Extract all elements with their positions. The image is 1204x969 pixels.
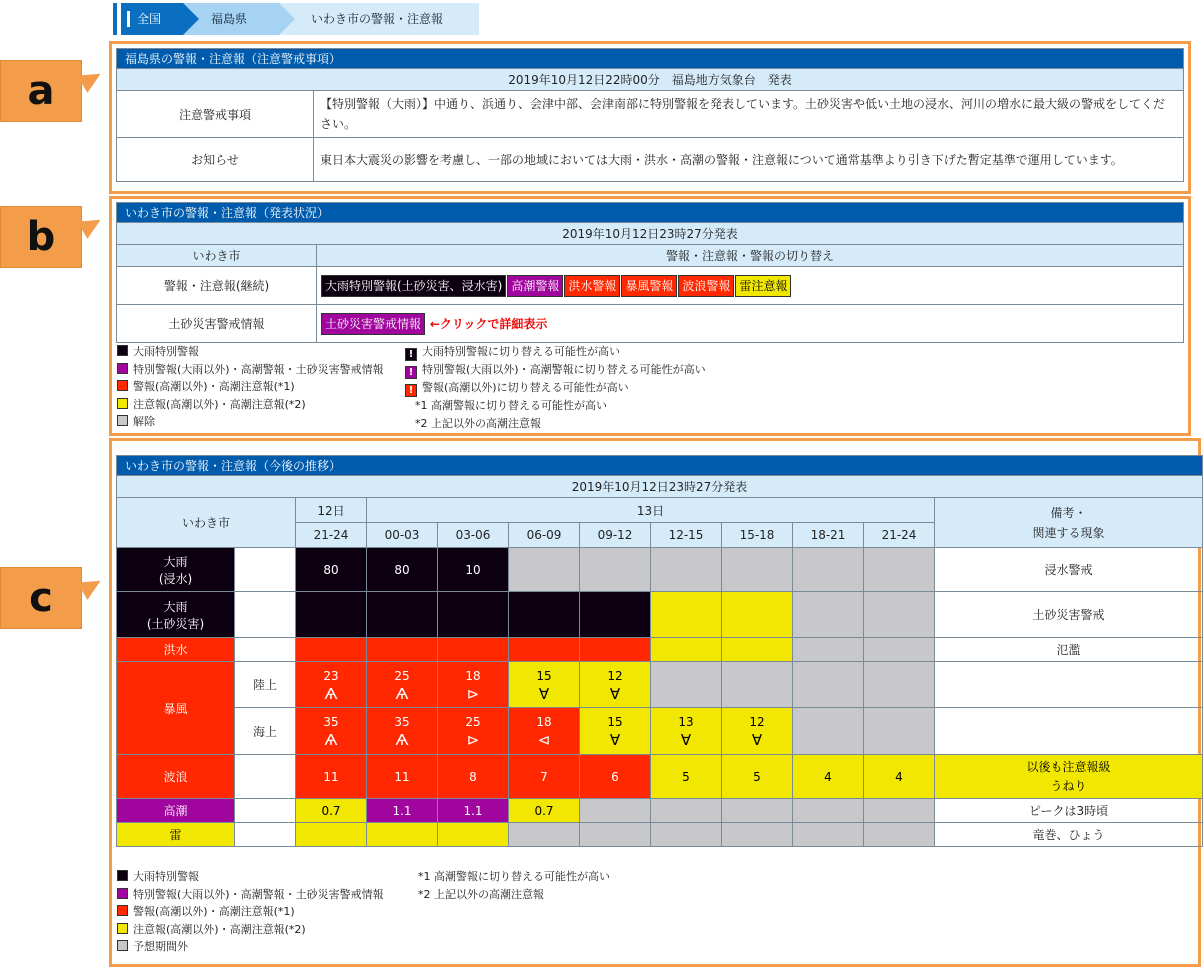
red-square-icon [117, 905, 128, 916]
remark-cell: ピークは3時頃 [935, 799, 1203, 823]
wind-cell: 25 Ѧ [367, 662, 438, 708]
section-b-title: いわき市の警報・注意報（発表状況） [117, 203, 1184, 223]
callout-c: c [0, 567, 82, 629]
forecast-cell [651, 548, 722, 592]
forecast-cell [438, 592, 509, 638]
forecast-cell [296, 592, 367, 638]
wind-cell: 12 ∀ [722, 708, 793, 755]
chip-thunder[interactable]: 雷注意報 [735, 275, 791, 297]
forecast-cell: 4 [793, 755, 864, 799]
time-header: 03-06 [438, 523, 509, 548]
forecast-cell [651, 823, 722, 847]
forecast-cell: 5 [651, 755, 722, 799]
exclamation-purple-icon: ! [405, 366, 417, 379]
legend-item: 大雨特別警報 [117, 868, 384, 886]
legend-item: 特別警報(大雨以外)・高潮警報・土砂災害警戒情報 [117, 361, 384, 379]
forecast-cell [793, 592, 864, 638]
forecast-cell [864, 592, 935, 638]
legend-item: ! 大雨特別警報に切り替える可能性が高い [405, 343, 706, 361]
legend-item: *2 上記以外の高潮注意報 [418, 887, 544, 901]
section-c-issued: 2019年10月12日23時27分発表 [117, 476, 1203, 498]
legend-item: 警報(高潮以外)・高潮注意報(*1) [117, 903, 384, 921]
wind-direction-icon: ⊲ [537, 731, 551, 749]
forecast-cell [651, 592, 722, 638]
legend-item: 注意報(高潮以外)・高潮注意報(*2) [117, 921, 384, 939]
forecast-cell [793, 708, 864, 755]
legend-item: 警報(高潮以外)・高潮注意報(*1) [117, 378, 384, 396]
remark-cell: 竜巻、ひょう [935, 823, 1203, 847]
forecast-cell [793, 662, 864, 708]
forecast-cell [793, 799, 864, 823]
caution-text: 【特別警報（大雨）】中通り、浜通り、会津中部、会津南部に特別警報を発表しています。土砂災害や低い土地の浸水、河川の増水に最大級の警戒をしてください。 [314, 91, 1184, 138]
section-a-title: 福島県の警報・注意報（注意警戒事項） [117, 49, 1184, 69]
prefecture-warnings-table [116, 48, 1184, 182]
time-header: 09-12 [580, 523, 651, 548]
forecast-cell [367, 592, 438, 638]
breadcrumb-separator [279, 3, 295, 35]
forecast-cell [651, 662, 722, 708]
forecast-cell [296, 638, 367, 662]
yellow-square-icon [117, 923, 128, 934]
forecast-cell: 0.7 [296, 799, 367, 823]
exclamation-red-icon: ! [405, 384, 417, 397]
forecast-cell [722, 548, 793, 592]
wind-direction-icon: ∀ [609, 731, 621, 749]
forecast-cell: 11 [296, 755, 367, 799]
chip-heavy-rain-special[interactable]: 大雨特別警報(土砂災害、浸水害) [321, 275, 506, 297]
forecast-cell [580, 823, 651, 847]
forecast-cell [722, 592, 793, 638]
blank-cell [235, 799, 296, 823]
day-12-header: 12日 [296, 498, 367, 523]
breadcrumb-current: いわき市の警報・注意報 [279, 3, 479, 35]
forecast-cell [793, 548, 864, 592]
gray-square-icon [117, 940, 128, 951]
legend-item: 特別警報(大雨以外)・高潮警報・土砂災害警戒情報 [117, 886, 384, 904]
wind-direction-icon: ∀ [751, 731, 763, 749]
legend-item: *2 上記以外の高潮注意報 [415, 416, 541, 430]
remark-cell: 浸水警戒 [935, 548, 1203, 592]
legend-b-left [117, 343, 384, 431]
forecast-cell [722, 799, 793, 823]
breadcrumb-pref-link[interactable]: 福島県 [183, 3, 279, 35]
landslide-info-button[interactable]: 土砂災害警戒情報 [321, 313, 425, 335]
forecast-cell [509, 592, 580, 638]
forecast-cell [864, 548, 935, 592]
forecast-cell: 7 [509, 755, 580, 799]
time-header: 06-09 [509, 523, 580, 548]
notice-text: 東日本大震災の影響を考慮し、一部の地域においては大雨・洪水・高潮の警報・注意報について通常基準より引き下げた暫定基準で運用しています。 [314, 138, 1184, 182]
section-a-issued: 2019年10月12日22時00分 福島地方気象台 発表 [117, 69, 1184, 91]
purple-square-icon [117, 888, 128, 899]
forecast-cell [580, 592, 651, 638]
wind-cell: 18 ⊲ [509, 708, 580, 755]
section-c-title: いわき市の警報・注意報（今後の推移） [117, 456, 1203, 476]
breadcrumb-separator [183, 3, 199, 35]
black-square-icon [117, 345, 128, 356]
blank-cell [235, 823, 296, 847]
forecast-cell: 80 [367, 548, 438, 592]
forecast-cell [509, 823, 580, 847]
blank-cell [235, 592, 296, 638]
time-header: 00-03 [367, 523, 438, 548]
forecast-cell: 11 [367, 755, 438, 799]
callout-a: a [0, 60, 82, 122]
wind-cell: 18 ⊳ [438, 662, 509, 708]
switch-col-header: 警報・注意報・警報の切り替え [317, 245, 1184, 267]
row-label-flood: 洪水 [117, 638, 235, 662]
wind-direction-icon: ⊳ [466, 684, 480, 703]
row-label-storm-surge: 高潮 [117, 799, 235, 823]
forecast-cell [722, 823, 793, 847]
legend-item: 予想期間外 [117, 938, 384, 956]
wind-direction-icon: Ѧ [324, 731, 338, 749]
legend-b-right [405, 343, 706, 432]
blank-cell [235, 548, 296, 592]
forecast-cell: 10 [438, 548, 509, 592]
breadcrumb [117, 3, 479, 35]
legend-item: 大雨特別警報 [117, 343, 384, 361]
chip-storm[interactable]: 暴風警報 [621, 275, 677, 297]
forecast-cell [509, 548, 580, 592]
continued-label: 警報・注意報(継続) [117, 267, 317, 305]
forecast-cell: 6 [580, 755, 651, 799]
purple-square-icon [117, 363, 128, 374]
row-label-thunder: 雷 [117, 823, 235, 847]
wind-direction-icon: ∀ [538, 684, 550, 703]
forecast-cell [509, 638, 580, 662]
time-header: 15-18 [722, 523, 793, 548]
forecast-cell [651, 799, 722, 823]
legend-item: *1 高潮警報に切り替える可能性が高い [415, 399, 607, 412]
legend-c-right [418, 868, 610, 903]
exclamation-black-icon: ! [405, 348, 417, 361]
wind-direction-icon: ∀ [680, 731, 692, 749]
gray-square-icon [117, 415, 128, 426]
red-square-icon [117, 380, 128, 391]
row-label-heavy-rain-flood: 大雨 (浸水) [117, 548, 235, 592]
notice-label: お知らせ [117, 138, 314, 182]
click-detail-note: ←クリックで詳細表示 [429, 316, 548, 331]
forecast-cell [864, 708, 935, 755]
forecast-cell [367, 638, 438, 662]
wind-cell: 12 ∀ [580, 662, 651, 708]
landslide-info-cell [317, 305, 1184, 343]
legend-item: ! 警報(高潮以外)に切り替える可能性が高い [405, 379, 706, 397]
forecast-cell [651, 638, 722, 662]
legend-c-left [117, 868, 384, 956]
forecast-cell: 1.1 [438, 799, 509, 823]
wind-direction-icon: ⊳ [466, 731, 480, 749]
row-label-storm: 暴風 [117, 662, 235, 755]
legend-item: ! 特別警報(大雨以外)・高潮警報に切り替える可能性が高い [405, 361, 706, 379]
forecast-cell: 4 [864, 755, 935, 799]
wind-cell: 15 ∀ [580, 708, 651, 755]
city-col-header: いわき市 [117, 245, 317, 267]
wind-cell: 23 Ѧ [296, 662, 367, 708]
remark-cell: 氾濫 [935, 638, 1203, 662]
forecast-cell [580, 638, 651, 662]
forecast-cell [864, 662, 935, 708]
wind-direction-icon: Ѧ [324, 684, 338, 703]
yellow-square-icon [117, 398, 128, 409]
city-warnings-status-table [116, 202, 1184, 343]
time-header: 21-24 [864, 523, 935, 548]
forecast-cell [864, 823, 935, 847]
wind-cell: 35 Ѧ [367, 708, 438, 755]
wind-cell: 13 ∀ [651, 708, 722, 755]
forecast-cell [580, 548, 651, 592]
forecast-cell [438, 823, 509, 847]
remark-cell: 土砂災害警戒 [935, 592, 1203, 638]
chip-waves[interactable]: 波浪警報 [678, 275, 734, 297]
legend-item: 解除 [117, 413, 384, 431]
forecast-cell [367, 823, 438, 847]
forecast-cell: 5 [722, 755, 793, 799]
wind-cell: 35 Ѧ [296, 708, 367, 755]
legend-item: 注意報(高潮以外)・高潮注意報(*2) [117, 396, 384, 414]
section-b-issued: 2019年10月12日23時27分発表 [117, 223, 1184, 245]
forecast-timeline-table [116, 455, 1203, 847]
city-header: いわき市 [117, 498, 296, 548]
forecast-cell [864, 799, 935, 823]
forecast-cell [438, 638, 509, 662]
row-label-waves: 波浪 [117, 755, 235, 799]
blank-cell [235, 755, 296, 799]
forecast-cell: 8 [438, 755, 509, 799]
storm-land-label: 陸上 [235, 662, 296, 708]
caution-label: 注意警戒事項 [117, 91, 314, 138]
chip-storm-surge[interactable]: 高潮警報 [507, 275, 563, 297]
forecast-cell [580, 799, 651, 823]
warning-chips [317, 267, 1184, 305]
remarks-header: 備考・ 関連する現象 [935, 498, 1203, 548]
time-header: 18-21 [793, 523, 864, 548]
time-header: 21-24 [296, 523, 367, 548]
remark-cell [935, 708, 1203, 755]
time-header: 12-15 [651, 523, 722, 548]
forecast-cell [296, 823, 367, 847]
blank-cell [235, 638, 296, 662]
forecast-cell [793, 823, 864, 847]
remark-cell [935, 662, 1203, 708]
wind-direction-icon: ∀ [609, 684, 621, 703]
landslide-info-label: 土砂災害警戒情報 [117, 305, 317, 343]
forecast-cell [722, 638, 793, 662]
wind-cell: 15 ∀ [509, 662, 580, 708]
callout-b: b [0, 206, 82, 268]
forecast-cell: 80 [296, 548, 367, 592]
forecast-cell [864, 638, 935, 662]
forecast-cell: 1.1 [367, 799, 438, 823]
breadcrumb-home-link[interactable]: 全国 [117, 3, 183, 35]
wind-direction-icon: Ѧ [395, 684, 409, 703]
chip-flood[interactable]: 洪水警報 [564, 275, 620, 297]
forecast-cell [722, 662, 793, 708]
wind-direction-icon: Ѧ [395, 731, 409, 749]
black-square-icon [117, 870, 128, 881]
forecast-cell: 0.7 [509, 799, 580, 823]
row-label-heavy-rain-landslide: 大雨 (土砂災害) [117, 592, 235, 638]
legend-item: *1 高潮警報に切り替える可能性が高い [418, 870, 610, 883]
day-13-header: 13日 [367, 498, 935, 523]
wind-cell: 25 ⊳ [438, 708, 509, 755]
storm-sea-label: 海上 [235, 708, 296, 755]
remark-cell: 以後も注意報級 うねり [935, 755, 1203, 799]
forecast-cell [793, 638, 864, 662]
